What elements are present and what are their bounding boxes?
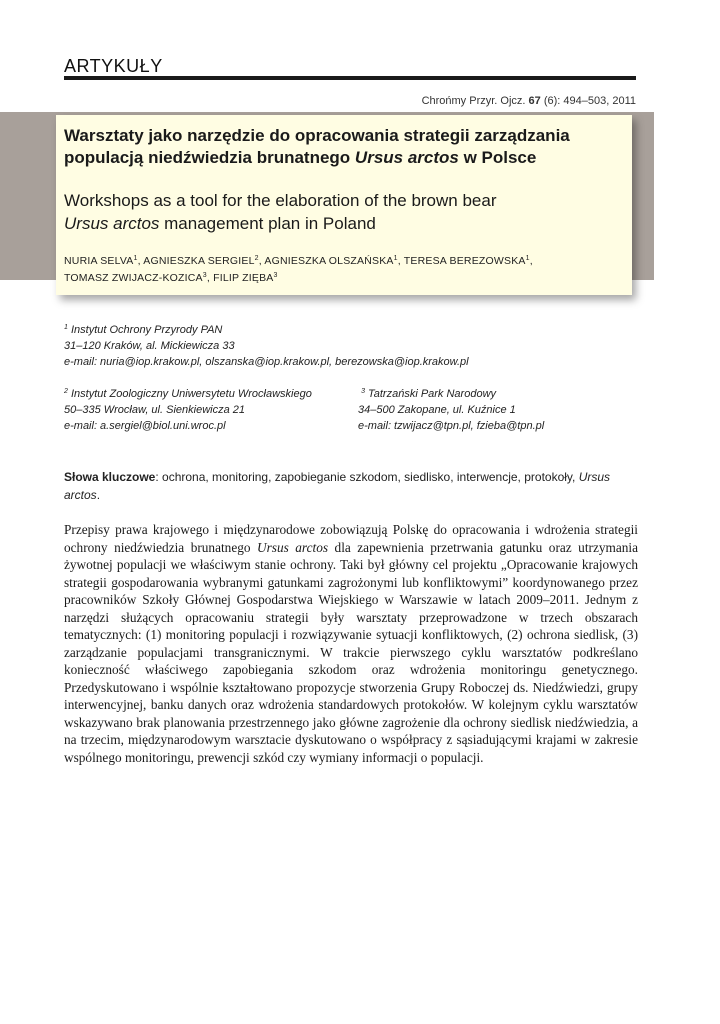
author-affiliation-number: 3 — [273, 272, 278, 279]
affiliation-email: e-mail: nuria@iop.krakow.pl, olszanska@iop.krakow.pl, berezowska@iop.krakow.pl — [64, 356, 469, 368]
title-polish — [64, 125, 624, 169]
keywords-label: Słowa kluczowe — [64, 470, 156, 484]
affiliation-address: 50–335 Wrocław, ul. Sienkiewicza 21 — [64, 404, 245, 416]
title-polish-line2-suffix: w Polsce — [458, 148, 537, 167]
author-name: TOMASZ ZWIJACZ-KOZICA — [64, 272, 203, 284]
author-name: AGNIESZKA SERGIEL — [143, 255, 255, 267]
journal-name: Chrońmy Przyr. Ojcz. — [421, 95, 526, 107]
title-polish-line1: Warsztaty jako narzędzie do opracowania strategii zarządzania — [64, 126, 570, 145]
title-english — [64, 189, 624, 235]
author-affiliation-number: 1 — [525, 255, 530, 262]
affiliation-address: 31–120 Kraków, al. Mickiewicza 33 — [64, 340, 235, 352]
keywords-text: : ochrona, monitoring, zapobieganie szkodom, siedlisko, interwencje, protokoły, — [155, 470, 579, 484]
keywords — [64, 468, 624, 504]
affiliation-number: 1 — [64, 324, 68, 331]
section-label: ARTYKUŁY — [64, 56, 163, 76]
abstract-part1: Przepisy prawa krajowego i międzynarodowe zobowiązują Polskę do opracowania i wdrożenia strategii ochrony niedźwiedzia brunatnego — [64, 522, 638, 555]
affiliation-email: e-mail: tzwijacz@tpn.pl, fzieba@tpn.pl — [358, 420, 545, 432]
journal-pages-year: (6): 494–503, 2011 — [543, 95, 636, 107]
author-affiliation-number: 3 — [202, 272, 207, 279]
title-polish-species: Ursus arctos — [354, 148, 459, 167]
abstract — [64, 521, 638, 766]
author-name: TERESA BEREZOWSKA — [403, 255, 526, 267]
affiliation-number: 2 — [64, 388, 68, 395]
affiliation-1 — [64, 322, 469, 370]
affiliation-2 — [64, 386, 312, 434]
abstract-part2: dla zapewnienia przetrwania gatunku oraz utrzymania żywotnej populacji we właściwym stanie ochrony. Taki był główny cel projektu „Opracowanie krajowych strategii gospodarowania wybranymi gatunkami zagrożonymi lub konfliktowymi” koordynowanego przez pracowników Szkoły Głównej Gospodarstwa Wiejskiego w Warszawie w latach 2009–2011. Jednym z narzędzi służących opracowaniu strategii były warsztaty przeprowadzone w trzech obszarach tematycznych: (1) monitoring populacji i rozwiązywanie sytuacji konfliktowych, (2) ochrona siedlisk, (3) zarządzanie populacjami transgranicznymi. W trakcie pierwszego cyklu warsztatów podkreślano konieczność właściwego zapobiegania szkodom oraz wdrożenia monitoringu genetycznego. Przedyskutowano i wspólnie kształtowano propozycje stworzenia Grupy Roboczej ds. Niedźwiedzi, grupy interwencyjnej, banku danych oraz wdrożenia standardowych protokołów. W kolejnym cyklu warsztatów wskazywano brak planowania przestrzennego jako główne zagrożenie dla ochrony siedlisk niedźwiedzia, a na trzecim, międzynarodowym warsztacie dyskutowano o współpracy z sąsiadującymi krajami w zakresie wspólnego monitoringu, prewencji szkód czy wymiany informacji o populacji. — [64, 539, 638, 765]
author-separator: , — [529, 255, 533, 267]
title-english-species: Ursus arctos — [64, 214, 160, 233]
author-name: AGNIESZKA OLSZAŃSKA — [264, 255, 394, 267]
author-separator: , — [137, 255, 144, 267]
author-list — [64, 253, 624, 287]
author-separator: , — [258, 255, 265, 267]
affiliation-number: 3 — [361, 388, 365, 395]
affiliation-name: Instytut Ochrony Przyrody PAN — [70, 324, 223, 336]
title-english-line2-suffix: management plan in Poland — [159, 214, 376, 233]
affiliation-3 — [358, 386, 544, 434]
title-box — [56, 115, 632, 295]
title-english-line1: Workshops as a tool for the elaboration of the brown bear — [64, 191, 497, 210]
author-name: NURIA SELVA — [64, 255, 134, 267]
title-polish-line2-prefix: populacją niedźwiedzia brunatnego — [64, 148, 355, 167]
journal-volume: 67 — [528, 95, 541, 107]
affiliation-name: Tatrzański Park Narodowy — [368, 388, 497, 400]
journal-citation — [422, 95, 636, 107]
author-affiliation-number: 1 — [393, 255, 398, 262]
author-affiliation-number: 1 — [133, 255, 138, 262]
affiliation-name: Instytut Zoologiczny Uniwersytetu Wrocławskiego — [70, 388, 312, 400]
affiliation-address: 34–500 Zakopane, ul. Kuźnice 1 — [358, 404, 516, 416]
author-affiliation-number: 2 — [254, 255, 259, 262]
keywords-species: Ursus arctos — [64, 470, 611, 502]
abstract-species: Ursus arctos — [257, 539, 329, 555]
keywords-end: . — [96, 488, 101, 502]
section-rule — [64, 76, 636, 80]
affiliation-email: e-mail: a.sergiel@biol.uni.wroc.pl — [64, 420, 226, 432]
author-name: FILIP ZIĘBA — [213, 272, 274, 284]
author-separator: , — [397, 255, 404, 267]
author-separator: , — [206, 272, 214, 284]
